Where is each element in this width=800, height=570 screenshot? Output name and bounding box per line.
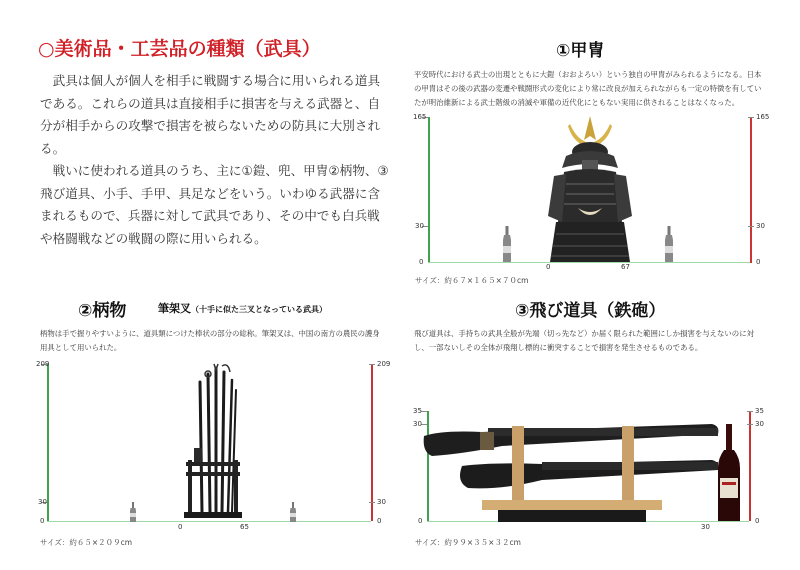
bottle-icon bbox=[129, 502, 137, 522]
polearm-tick-zero-left: 0 bbox=[40, 517, 45, 525]
armor-tick-mid-right: 30 bbox=[756, 222, 765, 230]
armor-tick-top-right: 165 bbox=[756, 113, 770, 121]
armor-image bbox=[540, 112, 640, 264]
polearm-size: サイズ：約６５×２０９cm bbox=[40, 538, 133, 547]
polearm-tick-mid-right: 30 bbox=[377, 498, 386, 506]
polearm-tick-zero-right: 0 bbox=[377, 517, 382, 525]
gun-tick-top-right: 35 bbox=[755, 407, 764, 415]
polearm-description: 柄物は手で握りやすいように、道具類につけた棒状の部分の総称。筆架叉は、中国の南方の農民の護身用具として用いられた。 bbox=[40, 329, 380, 352]
polearm-subtitle-name: 筆架叉 bbox=[158, 302, 191, 315]
polearm-tick-top-left: 209 bbox=[36, 360, 50, 368]
bottle-icon bbox=[289, 502, 297, 522]
polearm-section-title: ②柄物 bbox=[78, 301, 127, 321]
bottle-icon bbox=[502, 226, 512, 262]
gun-section-title: ③飛び道具（鉄砲） bbox=[515, 301, 666, 321]
intro-text bbox=[40, 70, 392, 250]
gun-tick-top-left: 35 bbox=[413, 407, 422, 415]
gun-size: サイズ：約９９×３５×３２cm bbox=[415, 538, 521, 547]
bottle-icon bbox=[664, 226, 674, 262]
armor-tick-zero-left: 0 bbox=[419, 258, 424, 266]
polearm-tick-mid-left: 30 bbox=[38, 498, 47, 506]
armor-section-title: ①甲冑 bbox=[556, 41, 605, 61]
armor-tick-mid-left: 30 bbox=[415, 222, 424, 230]
gun-tick-width: 30 bbox=[701, 523, 710, 531]
armor-tick-width-end: 67 bbox=[621, 263, 630, 271]
gun-tick-zero-right: 0 bbox=[755, 517, 760, 525]
gun-tick-mid-left: 30 bbox=[413, 420, 422, 428]
intro-paragraph-2: 戦いに使われる道具のうち、主に①鎧、兜、甲冑②柄物、③飛び道具、小手、手甲、具足などをいう。いわゆる武器に含まれるもので、兵器に対して武具であり、その中でも白兵戦や格闘戦などの戦闘の際に用いられる。 bbox=[40, 163, 389, 246]
armor-size: サイズ：約６７×１６５×７０cm bbox=[415, 276, 529, 285]
polearm-subtitle bbox=[158, 300, 327, 316]
armor-description: 平安時代における武士の出現とともに大鎧（おおよろい）という独自の甲冑がみられるようになる。日本の甲冑はその後の武器の変遷や戦闘形式の変化により常に改良が加えられながらも一定の特徴を有していたが明治維新による武士階級の消滅や軍備の近代化にともない実用に供されることはなくなった。 bbox=[414, 70, 762, 107]
intro-paragraph-1: 武具は個人が個人を相手に戦闘する場合に用いられる道具である。これらの道具は直接相手に損害を与える武器と、自分が相手からの攻撃で損害を被らないための防具に大別される。 bbox=[40, 73, 381, 156]
armor-tick-width-start: 0 bbox=[546, 263, 551, 271]
polearm-tick-top-right: 209 bbox=[377, 360, 391, 368]
polearm-subtitle-note: （十手に似た三叉となっている武具） bbox=[191, 305, 327, 314]
gun-description: 飛び道具は、手持ちの武具全般が先端（切っ先など）か届く限られた範囲にしか損害を与えないのに対し、一部ないしその全体が飛翔し標的に衝突することで損害を発生させるものである。 bbox=[414, 329, 754, 352]
polearm-tick-width-start: 0 bbox=[178, 523, 183, 531]
gun-tick-mid-right: 30 bbox=[755, 420, 764, 428]
gun-display-image bbox=[422, 404, 722, 522]
polearm-rack-image bbox=[180, 362, 246, 522]
armor-tick-top-left: 165 bbox=[413, 113, 427, 121]
page-title: ○美術品・工芸品の種類（武具） bbox=[38, 38, 321, 60]
gun-tick-zero-left: 0 bbox=[418, 517, 423, 525]
armor-tick-zero-right: 0 bbox=[756, 258, 761, 266]
wine-bottle-icon bbox=[716, 424, 742, 521]
polearm-tick-width-end: 65 bbox=[240, 523, 249, 531]
